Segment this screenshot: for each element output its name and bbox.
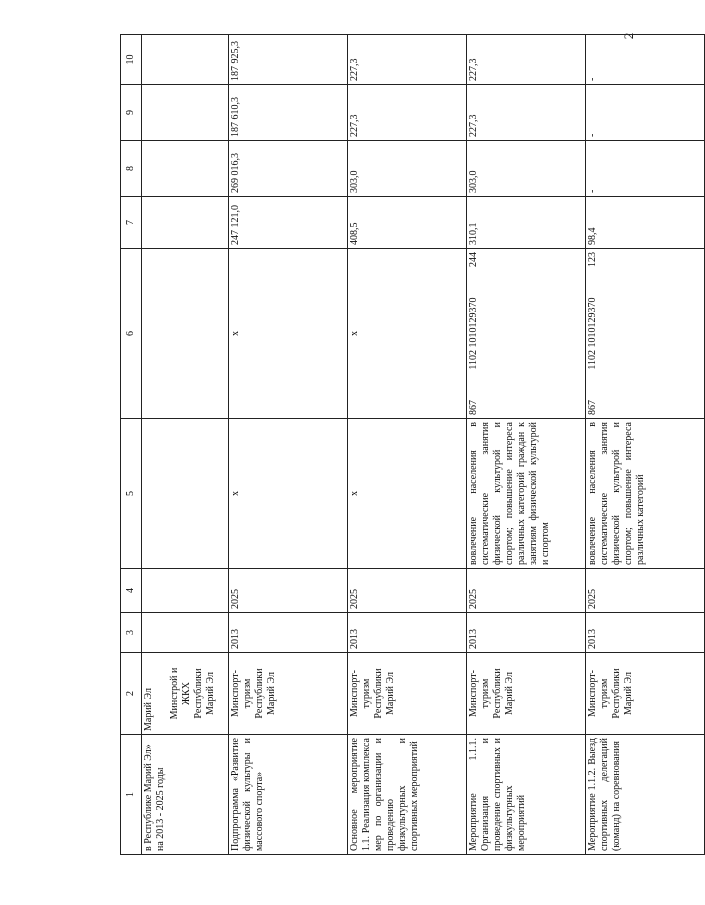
code-section: х <box>349 331 360 336</box>
result-cell: х <box>348 419 467 569</box>
end-year-cell: 2025 <box>586 569 705 613</box>
rotated-table-wrapper <box>120 35 646 855</box>
header-cell: 7 <box>121 197 142 249</box>
executor-cell <box>142 653 229 735</box>
program-name-cell: Основное мероприятие 1.1. Реализация комплекса мер по организации и проведению физкультурных и спортивных мероприятий <box>348 735 467 855</box>
value-2015-cell: 227,3 <box>467 85 586 141</box>
result-cell <box>142 419 229 569</box>
value-2014-cell: 269 016,3 <box>229 141 348 197</box>
value-2013-cell: 247 121,0 <box>229 197 348 249</box>
result-cell: вовлечение населения в систематические занятия физической культурой и спортом; повышение интереса различных категорий <box>586 419 705 569</box>
value-2016-cell: 227,3 <box>348 35 467 85</box>
code-cell <box>348 249 467 419</box>
header-row <box>121 35 142 855</box>
code-section: х <box>230 331 241 336</box>
start-year-cell: 2013 <box>229 613 348 653</box>
executor-cell: Минспорт-туризм Республики Марий Эл <box>467 653 586 735</box>
program-name-cell: Мероприятие 1.1.2. Выезд спортивных делегаций (команд) на соревнования <box>586 735 705 855</box>
start-year-cell: 2013 <box>586 613 705 653</box>
result-cell: х <box>229 419 348 569</box>
program-name-cell: Подпрограмма «Развитие физической культуры и массового спорта» <box>229 735 348 855</box>
value-2014-cell: - <box>586 141 705 197</box>
table-row <box>142 35 229 855</box>
code-cell <box>586 249 705 419</box>
value-2013-cell: 310,1 <box>467 197 586 249</box>
header-cell: 5 <box>121 419 142 569</box>
header-cell: 2 <box>121 653 142 735</box>
header-cell: 3 <box>121 613 142 653</box>
code-section: 1102 1010129370 <box>468 297 479 370</box>
end-year-cell: 2025 <box>467 569 586 613</box>
value-2016-cell: 227,3 <box>467 35 586 85</box>
executor-text-secondary: Минстрой и ЖКХ Республики Марий Эл <box>169 667 216 720</box>
value-2016-cell: - <box>586 35 705 85</box>
header-cell: 6 <box>121 249 142 419</box>
end-year-cell: 2025 <box>229 569 348 613</box>
value-2016-cell <box>142 35 229 85</box>
executor-text: Марий Эл <box>143 688 154 731</box>
value-2015-cell: - <box>586 85 705 141</box>
value-2014-cell <box>142 141 229 197</box>
budget-table <box>120 34 705 855</box>
code-grbs: 867 <box>468 400 479 415</box>
code-cell <box>229 249 348 419</box>
executor-cell: Минспорт-туризм Республики Марий Эл <box>348 653 467 735</box>
header-cell: 4 <box>121 569 142 613</box>
code-cell <box>142 249 229 419</box>
header-cell: 10 <box>121 35 142 85</box>
code-grbs: 867 <box>587 400 598 415</box>
table-row <box>229 35 348 855</box>
value-2013-cell: 408,5 <box>348 197 467 249</box>
page-number: 2 <box>621 32 636 40</box>
header-cell: 1 <box>121 735 142 855</box>
executor-cell: Минспорт-туризм Республики Марий Эл <box>586 653 705 735</box>
code-type: 123 <box>587 252 598 268</box>
executor-cell: Минспорт-туризм Республики Марий Эл <box>229 653 348 735</box>
header-cell: 8 <box>121 141 142 197</box>
code-cell <box>467 249 586 419</box>
code-section: 1102 1010129370 <box>587 297 598 370</box>
end-year-cell: 2025 <box>348 569 467 613</box>
start-year-cell: 2013 <box>348 613 467 653</box>
value-2014-cell: 303,0 <box>467 141 586 197</box>
value-2015-cell: 187 610,3 <box>229 85 348 141</box>
end-year-cell <box>142 569 229 613</box>
start-year-cell: 2013 <box>467 613 586 653</box>
value-2013-cell: 98,4 <box>586 197 705 249</box>
table-row <box>467 35 586 855</box>
value-2014-cell: 303,0 <box>348 141 467 197</box>
table-row <box>586 35 705 855</box>
table-row <box>348 35 467 855</box>
value-2013-cell <box>142 197 229 249</box>
value-2016-cell: 187 925,3 <box>229 35 348 85</box>
code-type: 244 <box>468 252 479 268</box>
header-cell: 9 <box>121 85 142 141</box>
result-cell: вовлечение населения в систематические занятия физической культурой и спортом; повышение интереса различных категорий граждан к занятиям физической культурой и спортом <box>467 419 586 569</box>
program-name-cell: Мероприятие 1.1.1. Организация и проведение спортивных и физкультурных мероприятий <box>467 735 586 855</box>
value-2015-cell: 227,3 <box>348 85 467 141</box>
start-year-cell <box>142 613 229 653</box>
program-name-cell: в Республике Марий Эл» на 2013 - 2025 годы <box>142 735 229 855</box>
value-2015-cell <box>142 85 229 141</box>
